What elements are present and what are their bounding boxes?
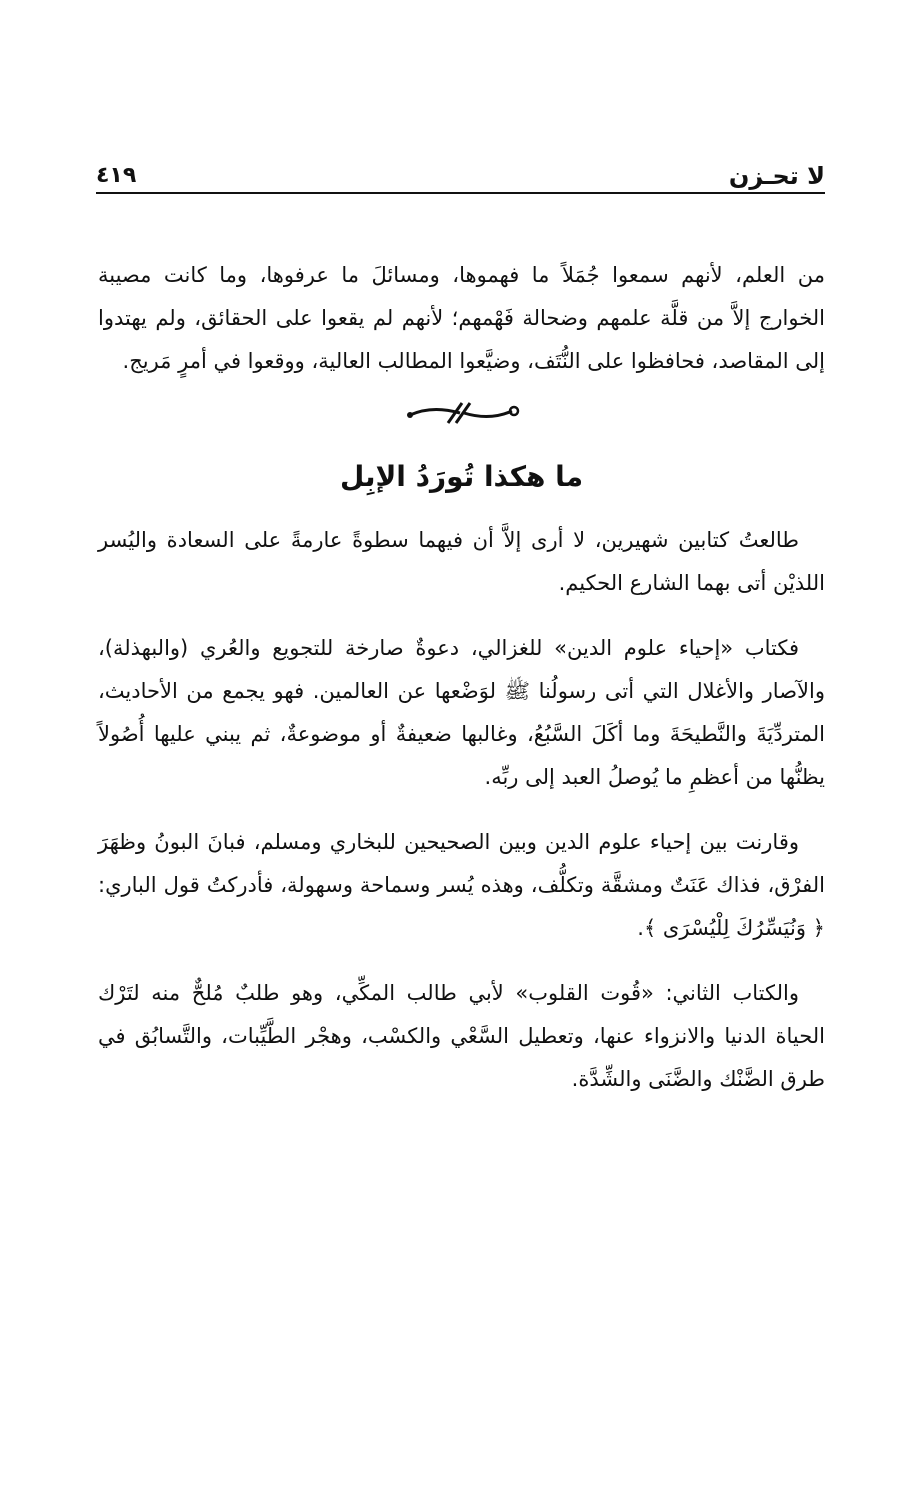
paragraph: فكتاب «إحياء علوم الدين» للغزالي، دعوةٌ صارخة للتجويع والعُري (والبهذلة)، والآصار والأغلال التي أتى رسولُنا ﷺ لوَضْعها عن العالمين. فهو يجمع من الأحاديث، المتردِّيَةَ والنَّطيحَةَ وما أكَلَ السَّبُعُ، وغالبها ضعيفةٌ أو موضوعةٌ، ثم يبني عليها أُصُولاً يظنُّها من أعظمِ ما يُوصلُ العبد إلى ربِّه. xyxy=(98,636,825,789)
header-rule xyxy=(96,192,825,194)
running-title: لا تحـزن xyxy=(728,162,825,190)
page-number: ٤١٩ xyxy=(96,163,137,188)
section-title: ما هكذا تُورَدُ الإبِل xyxy=(339,460,584,493)
paragraph: وقارنت بين إحياء علوم الدين وبين الصحيحين للبخاري ومسلم، فبانَ البونُ وظهَرَ الفرْق، فذاك عَنَتٌ ومشقَّة وتكلُّف، وهذه يُسر وسماحة وسهولة، فأدركتُ قول الباري: ﴿ وَنُيَسِّرُكَ لِلْيُسْرَى ﴾. xyxy=(98,830,825,940)
paragraph: طالعتُ كتابين شهيرين، لا أرى إلاَّ أن فيهما سطوةً عارمةً على السعادة واليُسر اللذيْن أتى بهما الشارع الحكيم. xyxy=(98,528,825,595)
paragraph: والكتاب الثاني: «قُوت القلوب» لأبي طالب المكِّي، وهو طلبٌ مُلحٌّ منه لتَرْك الحياة الدنيا والانزواء عنها، وتعطيل السَّعْي والكسْب، وهجْر الطَّيِّبات، والتَّسابُق في طرق الضَّنْك والضَّنَى والشِّدَّة. xyxy=(98,981,825,1091)
running-header xyxy=(96,150,825,190)
decorative-divider-icon xyxy=(402,399,522,427)
intro-paragraph: من العلم، لأنهم سمعوا جُمَلاً ما فهموها، ومسائلَ ما عرفوها، وما كانت مصيبة الخوارج إلاَّ من قلَّة علمهم وضحالة فَهْمهم؛ لأنهم لم يقعوا على الحقائق، ولم يهتدوا إلى المقاصد، فحافظوا على النُّتَف، وضيَّعوا المطالب العالية، ووقعوا في أمرٍ مَريج. xyxy=(98,263,825,373)
page-body xyxy=(98,254,825,1101)
